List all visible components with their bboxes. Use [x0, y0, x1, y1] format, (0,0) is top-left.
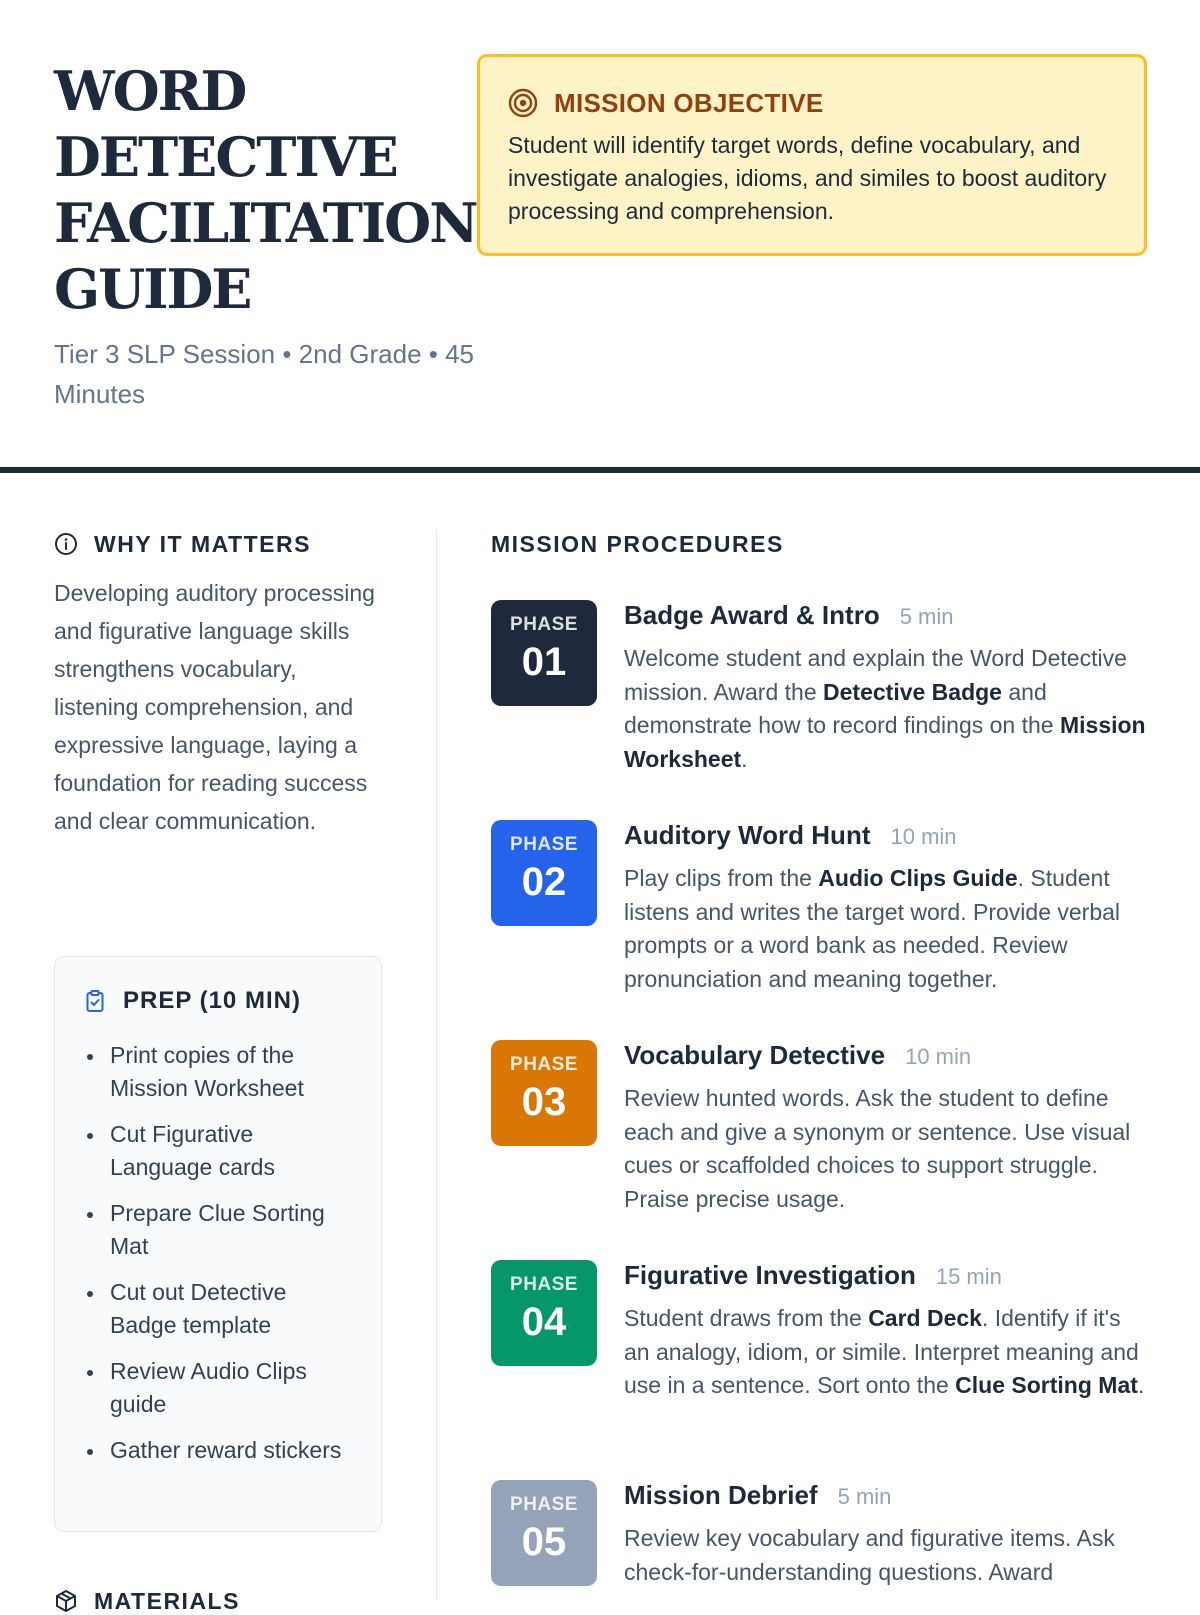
phase-number: 03	[521, 1080, 567, 1124]
prep-list	[83, 1039, 357, 1467]
prep-item: Prepare Clue Sorting Mat	[83, 1197, 357, 1263]
highlighted-term: Card Deck	[868, 1305, 982, 1331]
phase-badge	[491, 1260, 597, 1366]
info-icon	[54, 532, 78, 556]
phase-body	[624, 1480, 1151, 1589]
phase-number: 01	[521, 640, 567, 684]
phase-title: Mission Debrief	[624, 1480, 818, 1510]
phase-badge-label: PHASE	[510, 1054, 578, 1075]
page-header	[0, 0, 1200, 467]
phase-title: Vocabulary Detective	[624, 1040, 886, 1070]
phase-badge-label: PHASE	[510, 1494, 578, 1515]
prep-card	[54, 956, 382, 1532]
phase-header	[624, 1480, 1151, 1516]
phase-body	[624, 600, 1151, 776]
phase-badge	[491, 600, 597, 706]
materials-header	[54, 1587, 240, 1615]
phase-body	[624, 820, 1151, 996]
left-column	[54, 530, 384, 1614]
phase-description: Student draws from the Card Deck. Identify if it's an analogy, idiom, or simile. Interpret meaning and use in a sentence. Sort onto the Clue Sorting Mat.	[624, 1305, 1145, 1398]
phase-duration: 5 min	[899, 604, 954, 629]
highlighted-term: Mission Worksheet	[624, 712, 1146, 772]
procedures-column	[491, 530, 1151, 1585]
phase-badge-label: PHASE	[510, 1274, 578, 1295]
phase-header	[624, 820, 1151, 856]
mission-objective-box	[477, 54, 1147, 256]
phase-title: Badge Award & Intro	[624, 600, 880, 630]
procedures-title: MISSION PROCEDURES	[491, 531, 784, 557]
objective-text: Student will identify target words, define vocabulary, and investigate analogies, idioms, and similes to boost auditory processing and comprehension.	[508, 132, 1107, 224]
phase-description: Review hunted words. Ask the student to define each and give a synonym or sentence. Use visual cues or scaffolded choices to support struggle. Praise precise usage.	[624, 1085, 1131, 1212]
phase-badge	[491, 1040, 597, 1146]
box-icon	[54, 1589, 78, 1613]
objective-title: MISSION OBJECTIVE	[554, 87, 824, 118]
page-title: WORD DETECTIVE FACILITATION GUIDE	[54, 59, 477, 321]
phase-number: 05	[521, 1520, 567, 1564]
header-divider	[0, 467, 1200, 473]
phase-description: Review key vocabulary and figurative items. Ask check-for-understanding questions. Award	[624, 1525, 1115, 1585]
prep-header	[83, 985, 357, 1017]
phase-duration: 15 min	[935, 1264, 1002, 1289]
prep-item: Print copies of the Mission Worksheet	[83, 1039, 357, 1105]
phase-duration: 10 min	[905, 1044, 972, 1069]
phase-duration: 10 min	[890, 824, 957, 849]
phase-title: Figurative Investigation	[624, 1260, 916, 1290]
phase-body	[624, 1260, 1151, 1403]
why-title: WHY IT MATTERS	[94, 530, 311, 557]
objective-header	[508, 87, 1116, 119]
phase-header	[624, 1040, 1151, 1076]
phase-badge-label: PHASE	[510, 834, 578, 855]
phase-body	[624, 1040, 1151, 1216]
phase-badge-label: PHASE	[510, 614, 578, 635]
phase-number: 04	[521, 1300, 567, 1344]
prep-item: Gather reward stickers	[83, 1434, 357, 1467]
highlighted-term: Audio Clips Guide	[818, 865, 1018, 891]
session-subtitle: Tier 3 SLP Session • 2nd Grade • 45 Minutes	[54, 339, 474, 409]
phase-description: Welcome student and explain the Word Detective mission. Award the Detective Badge and demonstrate how to record findings on the Mission Worksheet.	[624, 645, 1146, 772]
phase-badge	[491, 820, 597, 926]
highlighted-term: Clue Sorting Mat	[955, 1372, 1138, 1398]
why-header	[54, 530, 384, 558]
phase-duration: 5 min	[837, 1484, 892, 1509]
phase-title: Auditory Word Hunt	[624, 820, 871, 850]
clipboard-check-icon	[83, 989, 107, 1013]
materials-title: MATERIALS	[94, 1587, 240, 1614]
phase-header	[624, 600, 1151, 636]
prep-item: Cut Figurative Language cards	[83, 1118, 357, 1184]
phase-header	[624, 1260, 1151, 1296]
prep-item: Cut out Detective Badge template	[83, 1276, 357, 1342]
highlighted-term: Detective Badge	[823, 678, 1002, 705]
prep-title: PREP (10 MIN)	[123, 987, 301, 1014]
column-divider	[436, 530, 437, 1600]
why-text: Developing auditory processing and figurative language skills strengthens vocabulary, listening comprehension, and expressive language, laying a foundation for reading success and clear communication.	[54, 580, 375, 834]
phase-description: Play clips from the Audio Clips Guide. Student listens and writes the target word. Provide verbal prompts or a word bank as needed. Review pronunciation and meaning together.	[624, 865, 1121, 992]
prep-item: Review Audio Clips guide	[83, 1355, 357, 1421]
phase-number: 02	[521, 860, 567, 904]
phase-badge	[491, 1480, 597, 1586]
target-icon	[508, 88, 538, 118]
